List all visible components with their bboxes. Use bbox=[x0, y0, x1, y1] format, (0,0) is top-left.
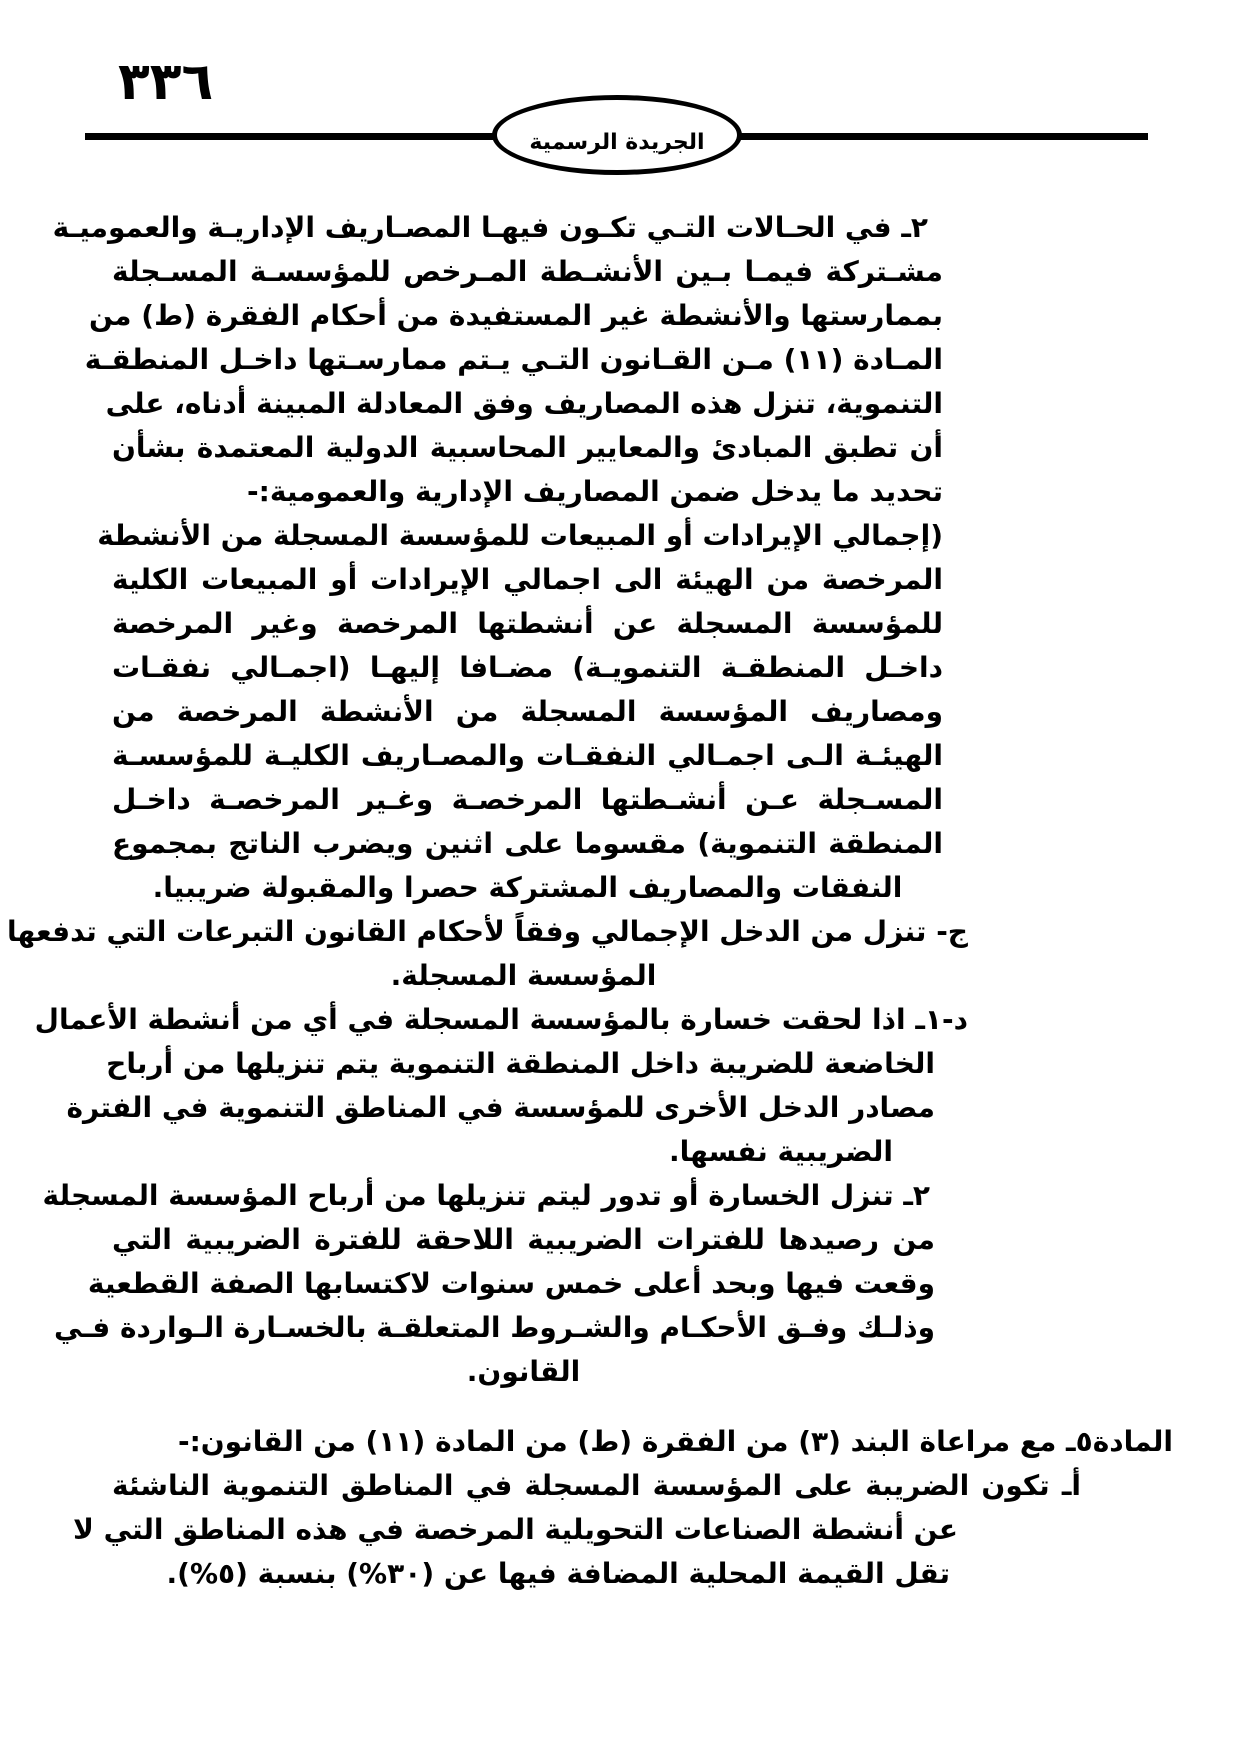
text-line: بممارستها والأنشطة غير المستفيدة من أحكام الفقرة (ط) من bbox=[88, 299, 943, 332]
text-line: المنطقة التنموية) مقسوما على اثنين ويضرب الناتج بمجموع bbox=[112, 827, 943, 860]
text-line: النفقات والمصاريف المشتركة حصرا والمقبولة ضريبيا. bbox=[152, 871, 903, 904]
text-line: القانون. bbox=[466, 1355, 581, 1388]
text-line: للمؤسسة المسجلة عن أنشطتها المرخصة وغير المرخصة bbox=[112, 607, 943, 640]
header-ellipse bbox=[492, 95, 742, 175]
text-line: ج- تنزل من الدخل الإجمالي وفقاً لأحكام القانون التبرعات التي تدفعها bbox=[6, 915, 968, 948]
text-line: تحديد ما يدخل ضمن المصاريف الإدارية والعمومية:- bbox=[247, 475, 943, 508]
text-line: أـ تكون الضريبة على المؤسسة المسجلة في المناطق التنموية الناشئة bbox=[112, 1469, 1081, 1502]
text-line: التنموية، تنزل هذه المصاريف وفق المعادلة المبينة أدناه، على bbox=[105, 387, 943, 420]
text-line: ومصاريف المؤسسة المسجلة من الأنشطة المرخصة من bbox=[112, 695, 943, 728]
text-line: أن تطبق المبادئ والمعايير المحاسبية الدولية المعتمدة بشأن bbox=[112, 431, 943, 464]
text-line: داخـل المنطقـة التنمويـة) مضـافا إليهـا (اجمـالي نفقـات bbox=[112, 651, 943, 684]
text-line: د-١ـ اذا لحقت خسارة بالمؤسسة المسجلة في أي من أنشطة الأعمال bbox=[34, 1003, 968, 1036]
text-line: وذلـك وفـق الأحكـام والشـروط المتعلقـة بالخسـارة الـواردة فـي bbox=[54, 1311, 935, 1344]
text-line: تقل القيمة المحلية المضافة فيها عن (٣٠%) بنسبة (٥%). bbox=[166, 1557, 950, 1590]
text-line: المادة٥ـ مع مراعاة البند (٣) من الفقرة (ط) من المادة (١١) من القانون:- bbox=[177, 1425, 1173, 1458]
text-line: مصادر الدخل الأخرى للمؤسسة في المناطق التنموية في الفترة bbox=[66, 1091, 935, 1124]
text-line: المـادة (١١) مـن القـانون التـي يـتم ممارسـتها داخـل المنطقـة bbox=[84, 343, 943, 376]
document-body bbox=[6, 206, 1178, 1596]
gazette-title: الجريدة الرسمية bbox=[529, 129, 705, 155]
text-line: المسـجلة عـن أنشـطتها المرخصـة وغـير المرخصـة داخـل bbox=[112, 783, 943, 816]
text-line: عن أنشطة الصناعات التحويلية المرخصة في هذه المناطق التي لا bbox=[73, 1513, 958, 1546]
text-line: الخاضعة للضريبة داخل المنطقة التنموية يتم تنزيلها من أرباح bbox=[106, 1047, 935, 1080]
text-line: ٢ـ تنزل الخسارة أو تدور ليتم تنزيلها من أرباح المؤسسة المسجلة bbox=[42, 1179, 930, 1212]
text-line: وقعت فيها وبحد أعلى خمس سنوات لاكتسابها الصفة القطعية bbox=[87, 1267, 935, 1300]
text-line: الهيئـة الـى اجمـالي النفقـات والمصـاريف الكليـة للمؤسسـة bbox=[112, 739, 943, 772]
text-line: (إجمالي الإيرادات أو المبيعات للمؤسسة المسجلة من الأنشطة bbox=[97, 519, 943, 552]
text-line: المرخصة من الهيئة الى اجمالي الإيرادات أو المبيعات الكلية bbox=[112, 563, 943, 596]
text-line: الضريبية نفسها. bbox=[668, 1135, 893, 1168]
text-line: المؤسسة المسجلة. bbox=[390, 959, 657, 992]
text-line: مشـتركة فيمـا بـين الأنشـطة المـرخص للمؤسسـة المسـجلة bbox=[112, 255, 943, 288]
page-number: ٣٣٦ bbox=[118, 52, 214, 112]
text-line: ٢ـ في الحـالات التـي تكـون فيهـا المصـاريف الإداريـة والعموميـة bbox=[52, 211, 928, 244]
text-line: من رصيدها للفترات الضريبية اللاحقة للفترة الضريبية التي bbox=[112, 1223, 935, 1256]
